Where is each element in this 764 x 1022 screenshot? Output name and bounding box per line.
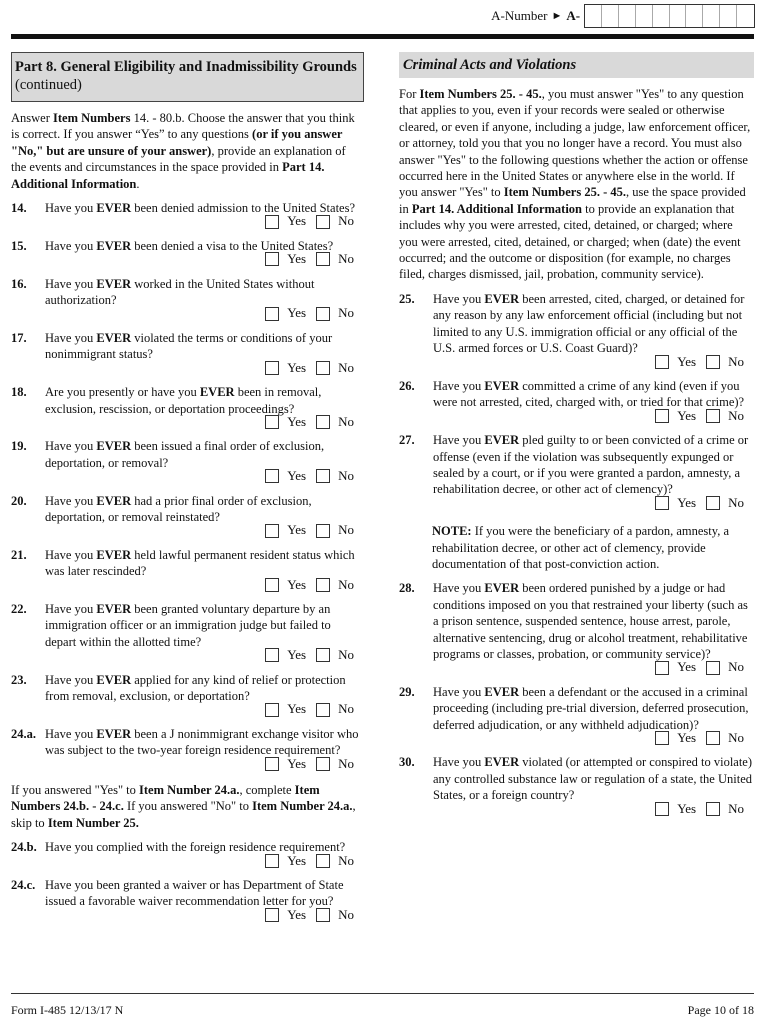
- text-run: If you answered "Yes" to: [11, 783, 140, 798]
- no-checkbox[interactable]: [316, 854, 330, 868]
- text-run: Have you: [45, 201, 97, 216]
- left-questions-2: [11, 839, 364, 923]
- no-label: No: [338, 906, 354, 922]
- question-item: [399, 291, 754, 370]
- a-number-prefix: A-: [566, 7, 581, 23]
- form-id: Form I-485 12/13/17 N: [11, 1003, 124, 1017]
- text-run: violated (or attempted or conspired to violate) any controlled substance law or regulation of a state, the United States, or a foreign country?: [433, 755, 753, 803]
- text-run: NOTE:: [432, 524, 472, 539]
- yes-label: Yes: [287, 468, 307, 484]
- yes-label: Yes: [677, 494, 697, 510]
- text-run: been in removal, exclusion, rescission, or deportation proceedings?: [45, 385, 322, 416]
- a-number-field: [491, 4, 755, 28]
- yes-label: Yes: [287, 755, 307, 771]
- yes-label: Yes: [287, 522, 307, 538]
- text-run: Have you: [433, 755, 485, 770]
- question-item: [11, 238, 364, 268]
- question-number: 14.: [11, 201, 27, 216]
- question-text: [45, 877, 364, 910]
- no-checkbox[interactable]: [316, 578, 330, 592]
- no-checkbox[interactable]: [316, 648, 330, 662]
- question-item: [11, 726, 364, 772]
- question-number: 21.: [11, 547, 27, 562]
- right-questions-2: [399, 580, 754, 817]
- text-run: EVER: [484, 684, 520, 699]
- question-number: 19.: [11, 439, 27, 454]
- question-number: 17.: [11, 330, 27, 345]
- no-label: No: [728, 353, 744, 369]
- text-run: Have you: [45, 330, 97, 345]
- yes-checkbox[interactable]: [265, 361, 279, 375]
- no-label: No: [728, 730, 744, 746]
- text-run: violated the terms or conditions of your nonimmigrant status?: [45, 330, 333, 362]
- right-column: [399, 52, 754, 817]
- text-run: been a defendant or the accused in a criminal proceeding (including pre-trial diversion, deferred prosecution, deferred adjudication, or any withheld adjudication)?: [433, 684, 749, 732]
- text-run: Have you: [433, 433, 485, 448]
- text-run: , use the space provided in: [399, 185, 746, 216]
- a-number-input[interactable]: [584, 4, 755, 28]
- text-run: EVER: [96, 726, 132, 741]
- yes-checkbox[interactable]: [265, 252, 279, 266]
- text-run: Choose the answer that you think is correct. If you answer “Yes” to any questions: [11, 111, 355, 142]
- text-run: Part 14. Additional Information: [11, 160, 325, 191]
- text-run: Item Numbers 24.b. - 24.c.: [11, 783, 320, 814]
- yes-checkbox[interactable]: [265, 578, 279, 592]
- question-item: [11, 384, 364, 430]
- yes-checkbox[interactable]: [655, 802, 669, 816]
- yes-checkbox[interactable]: [265, 648, 279, 662]
- no-checkbox[interactable]: [316, 469, 330, 483]
- question-text: [45, 438, 364, 471]
- arrow-icon: ►: [551, 9, 563, 22]
- question-text: [433, 291, 754, 357]
- text-run: For: [399, 87, 420, 101]
- question-item: [399, 432, 754, 511]
- yes-label: Yes: [287, 576, 307, 592]
- yes-checkbox[interactable]: [265, 757, 279, 771]
- question-number: 26.: [399, 378, 415, 393]
- yes-label: Yes: [287, 305, 307, 321]
- text-run: been ordered punished by a judge or had conditions imposed on you that restrained your liberty (such as a prison sentence, suspended sentence, house arrest, parole, alternative sentencing, drug or alcohol treatment, rehabilitative programs or classes, probation, or community service)?: [433, 581, 748, 661]
- text-run: EVER: [96, 493, 132, 508]
- text-run: Have you: [45, 547, 97, 562]
- skip-instruction: [11, 782, 364, 831]
- text-run: Have you: [433, 684, 485, 699]
- text-run: Item Numbers: [419, 87, 497, 101]
- no-checkbox[interactable]: [316, 307, 330, 321]
- yes-checkbox[interactable]: [655, 409, 669, 423]
- text-run: Have you: [45, 238, 97, 253]
- no-label: No: [338, 576, 354, 592]
- yes-checkbox[interactable]: [265, 415, 279, 429]
- yes-checkbox[interactable]: [655, 661, 669, 675]
- question-text: [45, 726, 364, 759]
- text-run: , provide an explanation of the events and circumstances in the space provided in: [11, 143, 346, 175]
- text-run: Item Number 24.a.: [139, 783, 240, 798]
- yes-checkbox[interactable]: [265, 854, 279, 868]
- no-checkbox[interactable]: [706, 802, 720, 816]
- question-item: [11, 276, 364, 322]
- question-number: 27.: [399, 433, 415, 448]
- text-run: had a prior final order of exclusion, deportation, or removal reinstated?: [45, 493, 312, 524]
- no-checkbox[interactable]: [316, 908, 330, 922]
- text-run: been a J nonimmigrant exchange visitor who was subject to the two-year foreign residence requirement?: [45, 726, 359, 758]
- no-checkbox[interactable]: [316, 215, 330, 229]
- no-label: No: [338, 701, 354, 717]
- text-run: Item Numbers 25. - 45.: [503, 185, 626, 200]
- text-run: Item Number 25.: [47, 815, 139, 830]
- text-run: been granted voluntary departure by an immigration officer or an immigration judge but failed to depart within the allotted time?: [45, 601, 331, 649]
- yes-checkbox[interactable]: [655, 496, 669, 510]
- no-checkbox[interactable]: [706, 496, 720, 510]
- text-run: been issued a final order of exclusion, deportation, or removal?: [45, 439, 325, 470]
- text-run: (or if you answer "No," but are unsure of your answer): [11, 127, 343, 158]
- text-run: Have you: [45, 493, 97, 508]
- text-run: been denied a visa to the United States?: [131, 238, 334, 253]
- yes-checkbox[interactable]: [265, 469, 279, 483]
- text-run: Item Numbers: [53, 111, 131, 125]
- page-number: Page 10 of 18: [687, 1003, 754, 1017]
- question-item: [11, 493, 364, 539]
- text-run: EVER: [96, 547, 132, 562]
- text-run: If you were the beneficiary of a pardon, amnesty, a rehabilitation decree, or other act of clemency, provide documentation of that post-conviction action.: [432, 524, 730, 571]
- yes-label: Yes: [287, 852, 307, 868]
- text-run: Have you: [45, 276, 97, 291]
- text-run: EVER: [199, 385, 235, 400]
- text-run: .: [136, 176, 140, 191]
- question-text: [45, 384, 364, 417]
- text-run: been denied admission to the United States?: [131, 201, 356, 216]
- top-divider: [11, 34, 754, 39]
- text-run: Have you: [45, 672, 97, 687]
- no-label: No: [338, 647, 354, 663]
- no-label: No: [338, 755, 354, 771]
- text-run: worked in the United States without authorization?: [45, 276, 315, 308]
- question-item: [11, 839, 364, 869]
- text-run: been arrested, cited, charged, or detained for any reason by any law enforcement official (including but not limited to any U.S. immigration official or any official of the U.S. armed forces or U.S. Coast Guard)?: [433, 291, 745, 356]
- question-number: 18.: [11, 385, 27, 400]
- no-checkbox[interactable]: [316, 703, 330, 717]
- text-run: Have you: [45, 439, 97, 454]
- text-run: 14. - 80.b.: [130, 111, 185, 125]
- text-run: Have you: [45, 601, 97, 616]
- text-run: applied for any kind of relief or protection from removal, exclusion, or deportation?: [45, 672, 346, 703]
- no-checkbox[interactable]: [706, 661, 720, 675]
- text-run: , skip to: [11, 799, 356, 830]
- text-run: EVER: [484, 755, 520, 770]
- yes-label: Yes: [287, 413, 307, 429]
- question-text: [433, 580, 754, 662]
- bottom-divider: [11, 993, 754, 994]
- no-label: No: [728, 800, 744, 816]
- text-run: EVER: [96, 276, 132, 291]
- question-item: [11, 877, 364, 923]
- text-run: Have you: [433, 581, 485, 596]
- question-number: 22.: [11, 601, 27, 616]
- question-number: 16.: [11, 276, 27, 291]
- text-run: committed a crime of any kind (even if you were not arrested, cited, charged with, or tried for that crime)?: [433, 378, 745, 410]
- question-text: [433, 378, 754, 411]
- question-item: [11, 200, 364, 230]
- text-run: 25. - 45.: [496, 87, 542, 101]
- yes-checkbox[interactable]: [265, 524, 279, 538]
- part-title: Part 8. General Eligibility and Inadmissibility Grounds: [15, 59, 357, 75]
- question-text: [433, 754, 754, 803]
- yes-checkbox[interactable]: [655, 355, 669, 369]
- text-run: EVER: [96, 601, 132, 616]
- section-heading: Criminal Acts and Violations: [399, 52, 754, 78]
- no-checkbox[interactable]: [706, 409, 720, 423]
- note-text: [432, 523, 754, 572]
- question-item: [11, 438, 364, 484]
- yes-label: Yes: [287, 359, 307, 375]
- question-text: [433, 684, 754, 733]
- yes-checkbox[interactable]: [655, 731, 669, 745]
- no-label: No: [338, 468, 354, 484]
- yes-label: Yes: [677, 659, 697, 675]
- no-label: No: [338, 251, 354, 267]
- question-number: 24.a.: [11, 726, 36, 741]
- yes-checkbox[interactable]: [265, 908, 279, 922]
- right-questions: [399, 291, 754, 511]
- text-run: Have you been granted a waiver or has Department of State issued a favorable waiver recommendation letter for you?: [45, 878, 344, 909]
- text-run: Are you presently or have you: [45, 385, 200, 400]
- question-item: [399, 580, 754, 675]
- yes-checkbox[interactable]: [265, 703, 279, 717]
- yes-label: Yes: [677, 407, 697, 423]
- text-run: EVER: [484, 581, 520, 596]
- yes-label: Yes: [287, 906, 307, 922]
- yes-label: Yes: [287, 251, 307, 267]
- text-run: Answer: [11, 111, 54, 125]
- no-checkbox[interactable]: [316, 361, 330, 375]
- question-number: 30.: [399, 755, 415, 770]
- no-label: No: [728, 407, 744, 423]
- question-number: 28.: [399, 581, 415, 596]
- question-number: 29.: [399, 684, 415, 699]
- no-label: No: [728, 659, 744, 675]
- question-number: 24.c.: [11, 878, 36, 893]
- question-number: 25.: [399, 291, 415, 306]
- no-label: No: [338, 522, 354, 538]
- text-run: Have you complied with the foreign residence requirement?: [45, 840, 346, 855]
- question-text: [45, 276, 364, 309]
- text-run: Have you: [433, 291, 485, 306]
- text-run: pled guilty to or been convicted of a crime or offense (even if the violation was subsequently expunged or sealed by a court, or if you were granted a pardon, amnesty, a rehabilitation decree, or other act of clemency)?: [433, 433, 749, 497]
- text-run: Have you: [433, 378, 485, 393]
- text-run: EVER: [96, 672, 132, 687]
- text-run: to provide an explanation that includes why you were arrested, cited, detained, or charged; where you were arrested, cited, detained, or charged; when (date) the event occurred; and the outcome or disposition (for example, no charges filed, charges dismissed, jail, probation, community service).: [399, 201, 741, 282]
- text-run: , you must answer "Yes" to any question that applies to you, even if your records were sealed or otherwise cleared, or even if anyone, including a judge, law enforcement officer, or attorney, told you that you no longer have a record. You must also answer "Yes" to the following questions whether the action or offense occurred here in the United States or anywhere else in the world. If you answer "Yes" to: [399, 87, 751, 200]
- no-label: No: [338, 359, 354, 375]
- text-run: If you answered "No" to: [123, 799, 253, 814]
- yes-label: Yes: [677, 353, 697, 369]
- text-run: EVER: [96, 439, 132, 454]
- yes-checkbox[interactable]: [265, 307, 279, 321]
- question-item: [399, 754, 754, 817]
- question-number: 15.: [11, 238, 27, 253]
- question-number: 20.: [11, 493, 27, 508]
- left-column: [11, 52, 364, 923]
- text-run: EVER: [96, 201, 132, 216]
- question-item: [11, 601, 364, 664]
- text-run: held lawful permanent resident status which was later rescinded?: [45, 547, 355, 579]
- left-intro: [11, 110, 364, 192]
- text-run: Have you: [45, 726, 97, 741]
- text-run: EVER: [96, 330, 132, 345]
- text-run: Item Number 24.a.: [252, 799, 353, 814]
- question-text: [45, 330, 364, 363]
- question-item: [11, 672, 364, 718]
- no-label: No: [338, 213, 354, 229]
- no-checkbox[interactable]: [316, 524, 330, 538]
- question-number: 23.: [11, 672, 27, 687]
- part-continued: (continued): [15, 77, 82, 93]
- no-label: No: [338, 852, 354, 868]
- part-heading: [11, 52, 364, 102]
- yes-label: Yes: [287, 213, 307, 229]
- text-run: Part 14. Additional Information: [411, 201, 583, 216]
- yes-label: Yes: [677, 800, 697, 816]
- yes-label: Yes: [287, 647, 307, 663]
- question-item: [399, 684, 754, 747]
- no-checkbox[interactable]: [316, 757, 330, 771]
- question-number: 24.b.: [11, 840, 37, 855]
- question-item: [11, 330, 364, 376]
- question-item: [399, 378, 754, 424]
- no-label: No: [338, 305, 354, 321]
- question-text: [45, 601, 364, 650]
- no-checkbox[interactable]: [316, 415, 330, 429]
- left-questions: [11, 200, 364, 772]
- question-text: [433, 432, 754, 498]
- no-label: No: [338, 413, 354, 429]
- text-run: , complete: [239, 783, 295, 798]
- text-run: EVER: [484, 433, 520, 448]
- yes-label: Yes: [677, 730, 697, 746]
- question-text: [45, 672, 364, 705]
- text-run: EVER: [484, 291, 520, 306]
- question-text: [45, 547, 364, 580]
- text-run: EVER: [96, 238, 132, 253]
- no-label: No: [728, 494, 744, 510]
- no-checkbox[interactable]: [706, 731, 720, 745]
- no-checkbox[interactable]: [706, 355, 720, 369]
- a-number-label: A-Number: [491, 7, 548, 23]
- right-intro: [399, 86, 754, 283]
- yes-label: Yes: [287, 701, 307, 717]
- yes-checkbox[interactable]: [265, 215, 279, 229]
- no-checkbox[interactable]: [316, 252, 330, 266]
- question-item: [11, 547, 364, 593]
- question-text: [45, 493, 364, 526]
- text-run: EVER: [484, 378, 520, 393]
